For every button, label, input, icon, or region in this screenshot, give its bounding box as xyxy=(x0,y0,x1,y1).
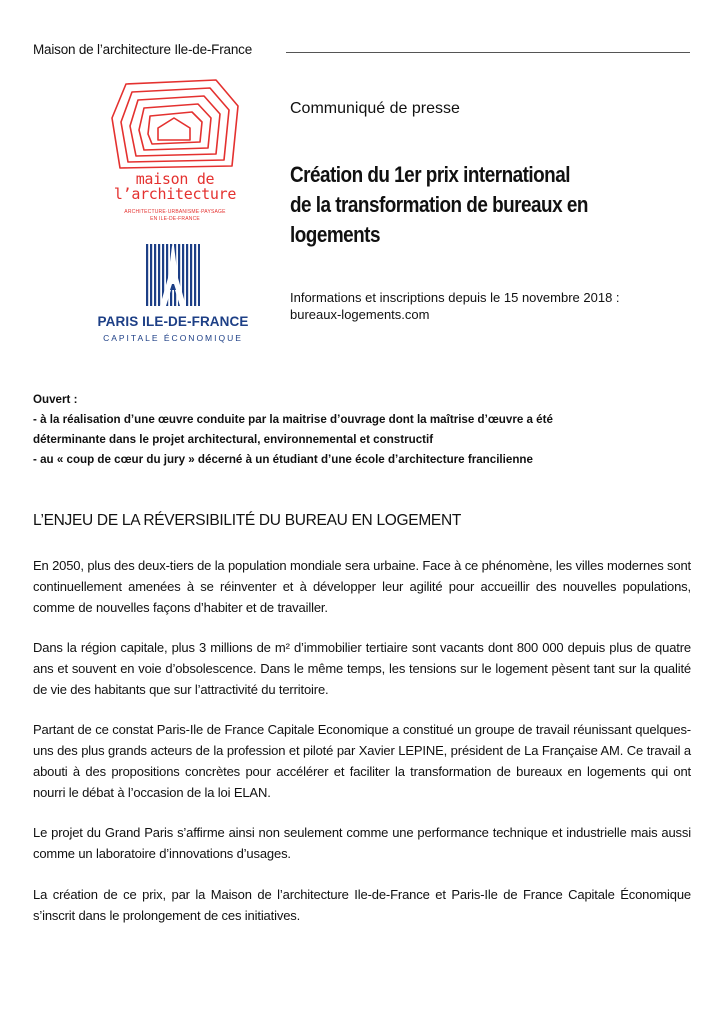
paris-idf-logo-subtitle: CAPITALE ÉCONOMIQUE xyxy=(103,333,243,343)
paris-idf-logo-name: PARIS ILE-DE-FRANCE xyxy=(97,314,249,329)
maison-logo-name-line1: maison de xyxy=(135,170,215,188)
maison-logo-tagline-line2: EN ILE-DE-FRANCE xyxy=(150,216,200,222)
info-line1: Informations et inscriptions depuis le 15 novembre 2018 : xyxy=(290,290,620,305)
section-heading: L’ENJEU DE LA RÉVERSIBILITÉ DU BUREAU EN LOGEMENT xyxy=(33,512,462,529)
maison-logo-tagline-line1: ARCHITECTURE·URBANISME·PAYSAGE xyxy=(124,209,226,215)
open-item-2: - au « coup de cœur du jury » décerné à un étudiant d’une école d’architecture francilienne xyxy=(33,453,533,466)
press-release-title xyxy=(290,160,634,250)
paragraph-1: En 2050, plus des deux-tiers de la population mondiale sera urbaine. Face à ce phénomène, les villes modernes sont continuellement amenées à se réinventer et à développer leur agilité pour accueillir des nouvelles populations, comme de nouvelles façons d’habiter et de travailler. xyxy=(33,558,691,615)
open-item-1: - à la réalisation d’une œuvre conduite par la maitrise d’ouvrage dont la maîtrise d’œuvre a été xyxy=(33,413,553,426)
maison-logo-name-line2: l’architecture xyxy=(113,185,237,203)
press-title-line2: de la transformation de bureaux en xyxy=(290,192,588,217)
open-to-block xyxy=(33,390,693,470)
eiffel-tower-stripes-icon xyxy=(88,240,258,312)
header-divider xyxy=(286,52,690,53)
press-release-info xyxy=(290,289,700,323)
maison-house-outline-icon xyxy=(108,78,242,170)
header-org-name: Maison de l’architecture Ile-de-France xyxy=(33,42,252,57)
info-website-link[interactable]: bureaux-logements.com xyxy=(290,307,430,322)
maison-architecture-logo xyxy=(108,78,242,226)
paragraph-5: La création de ce prix, par la Maison de l’architecture Ile-de-France et Paris-Ile de France Capitale Économique s’inscrit dans le prolongement de ces initiatives. xyxy=(33,887,691,923)
paragraph-2: Dans la région capitale, plus 3 millions de m² d’immobilier tertiaire sont vacants dont 800 000 depuis plus de quatre ans et souvent en voie d’obsolescence. Dans le même temps, les tensions sur le logement pèsent tant sur la qualité de vie des habitants que sur l’attractivité du territoire. xyxy=(33,640,691,697)
open-item-1-cont: déterminante dans le projet architectural, environnemental et constructif xyxy=(33,433,434,446)
paragraph-3: Partant de ce constat Paris-Ile de France Capitale Economique a constitué un groupe de travail réunissant quelques-uns des plus grands acteurs de la profession et piloté par Xavier LEPINE, président de La Française AM. Ce travail a abouti à des propositions concrètes pour accélérer et faciliter la transformation de bureaux en logements qui ont nourri le débat à l’occasion de la loi ELAN. xyxy=(33,722,691,800)
press-release-label: Communiqué de presse xyxy=(290,100,460,117)
press-title-line3: logements xyxy=(290,222,380,247)
paris-idf-logo xyxy=(88,240,258,350)
paragraph-4: Le projet du Grand Paris s’affirme ainsi non seulement comme une performance technique et industrielle mais aussi comme un laboratoire d’innovations d’usages. xyxy=(33,825,691,861)
open-heading: Ouvert : xyxy=(33,393,78,406)
press-title-line1: Création du 1er prix international xyxy=(290,162,570,187)
